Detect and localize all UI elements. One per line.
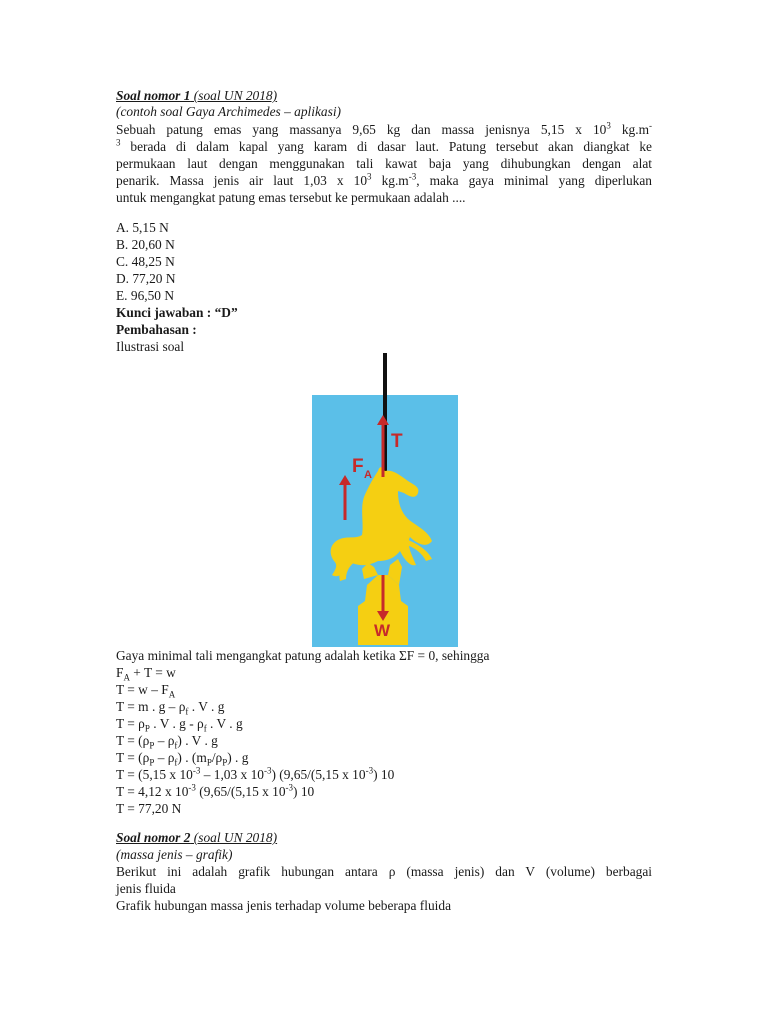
q1-equation-2: $T = w - F_A$: [116, 682, 176, 700]
q2-heading-title: Soal nomor 2: [116, 830, 191, 845]
q1-problem-line-4: penarik. Massa jenis air laut 1,03 x $10^3$ $kg.m^{-3}$, maka gaya minimal yang diperlukan: [116, 171, 652, 188]
q1-equation-8: T = 4,12 x $10^{-3}$ (9,65/(5,15 x $10^{-3}$) 10: [116, 782, 315, 799]
q1-illustration-label: Ilustrasi soal: [116, 339, 185, 354]
q1-equation-9: T = 77,20 N: [116, 801, 182, 816]
q1-solution-intro: Gaya minimal tali mengangkat patung adalah ketika ΣF = 0, sehingga: [116, 648, 490, 663]
q1-equation-3: T = m . g – $\rho_f$ . V . g: [116, 699, 225, 717]
q1-option-e: E. 96,50 N: [116, 288, 175, 303]
q1-heading-title: Soal nomor 1: [116, 88, 191, 103]
q2-topic: (massa jenis – grafik): [116, 847, 233, 862]
archimedes-statue-illustration: [312, 353, 458, 647]
q1-problem-line-2: $^3$ berada di dalam kapal yang karam di dasar laut. Patung tersebut akan diangkat ke: [116, 137, 652, 154]
q2-heading-source: (soal UN 2018): [190, 830, 278, 845]
q1-equation-5: $T = (\rho_P - \rho_f)$ . V . g: [116, 733, 218, 751]
q1-equation-6: $T = (\rho_P - \rho_f)$ . $(m_P/\rho_P)$ . g: [116, 750, 249, 768]
q2-heading: [116, 830, 277, 846]
q1-option-d: D. 77,20 N: [116, 271, 176, 286]
q1-option-b: B. 20,60 N: [116, 237, 175, 252]
q1-answer-key: Kunci jawaban : “D”: [116, 305, 238, 320]
q1-problem-line-1: Sebuah patung emas yang massanya 9,65 kg dan massa jenisnya 5,15 x $10^3$ kg.m-: [116, 120, 652, 137]
weight-label: W: [374, 621, 391, 640]
q2-problem-line-1: Berikut ini adalah grafik hubungan antara ρ (massa jenis) dan V (volume) berbagai: [116, 864, 652, 879]
q1-problem-line-5: untuk mengangkat patung emas tersebut ke permukaan adalah ....: [116, 190, 466, 205]
q1-problem-line-3: permukaan laut dengan menggunakan tali kawat baja yang dihubungkan dengan alat: [116, 156, 652, 171]
q1-equation-1: $F_A + T = w$: [116, 665, 176, 683]
tension-label: T: [391, 431, 403, 452]
q1-heading-source: (soal UN 2018): [190, 88, 278, 103]
q1-equation-4: $T = \rho_P$ . V . g - $\rho_f$ . V . g: [116, 716, 243, 734]
buoyant-force-label: F: [352, 456, 364, 477]
q1-discussion-label: Pembahasan :: [116, 322, 197, 337]
q2-problem-line-3: Grafik hubungan massa jenis terhadap volume beberapa fluida: [116, 898, 452, 913]
q1-heading: [116, 88, 277, 104]
buoyant-force-label-sub: A: [364, 469, 372, 481]
q2-problem-line-2: jenis fluida: [116, 881, 176, 896]
q1-topic: (contoh soal Gaya Archimedes – aplikasi): [116, 104, 341, 119]
q1-option-c: C. 48,25 N: [116, 254, 175, 269]
q1-option-a: A. 5,15 N: [116, 220, 169, 235]
q1-equation-7: T = (5,15 x $10^{-3} - 1,03$ x $10^{-3}$) (9,65/(5,15 x $10^{-3}$) 10: [116, 765, 395, 782]
